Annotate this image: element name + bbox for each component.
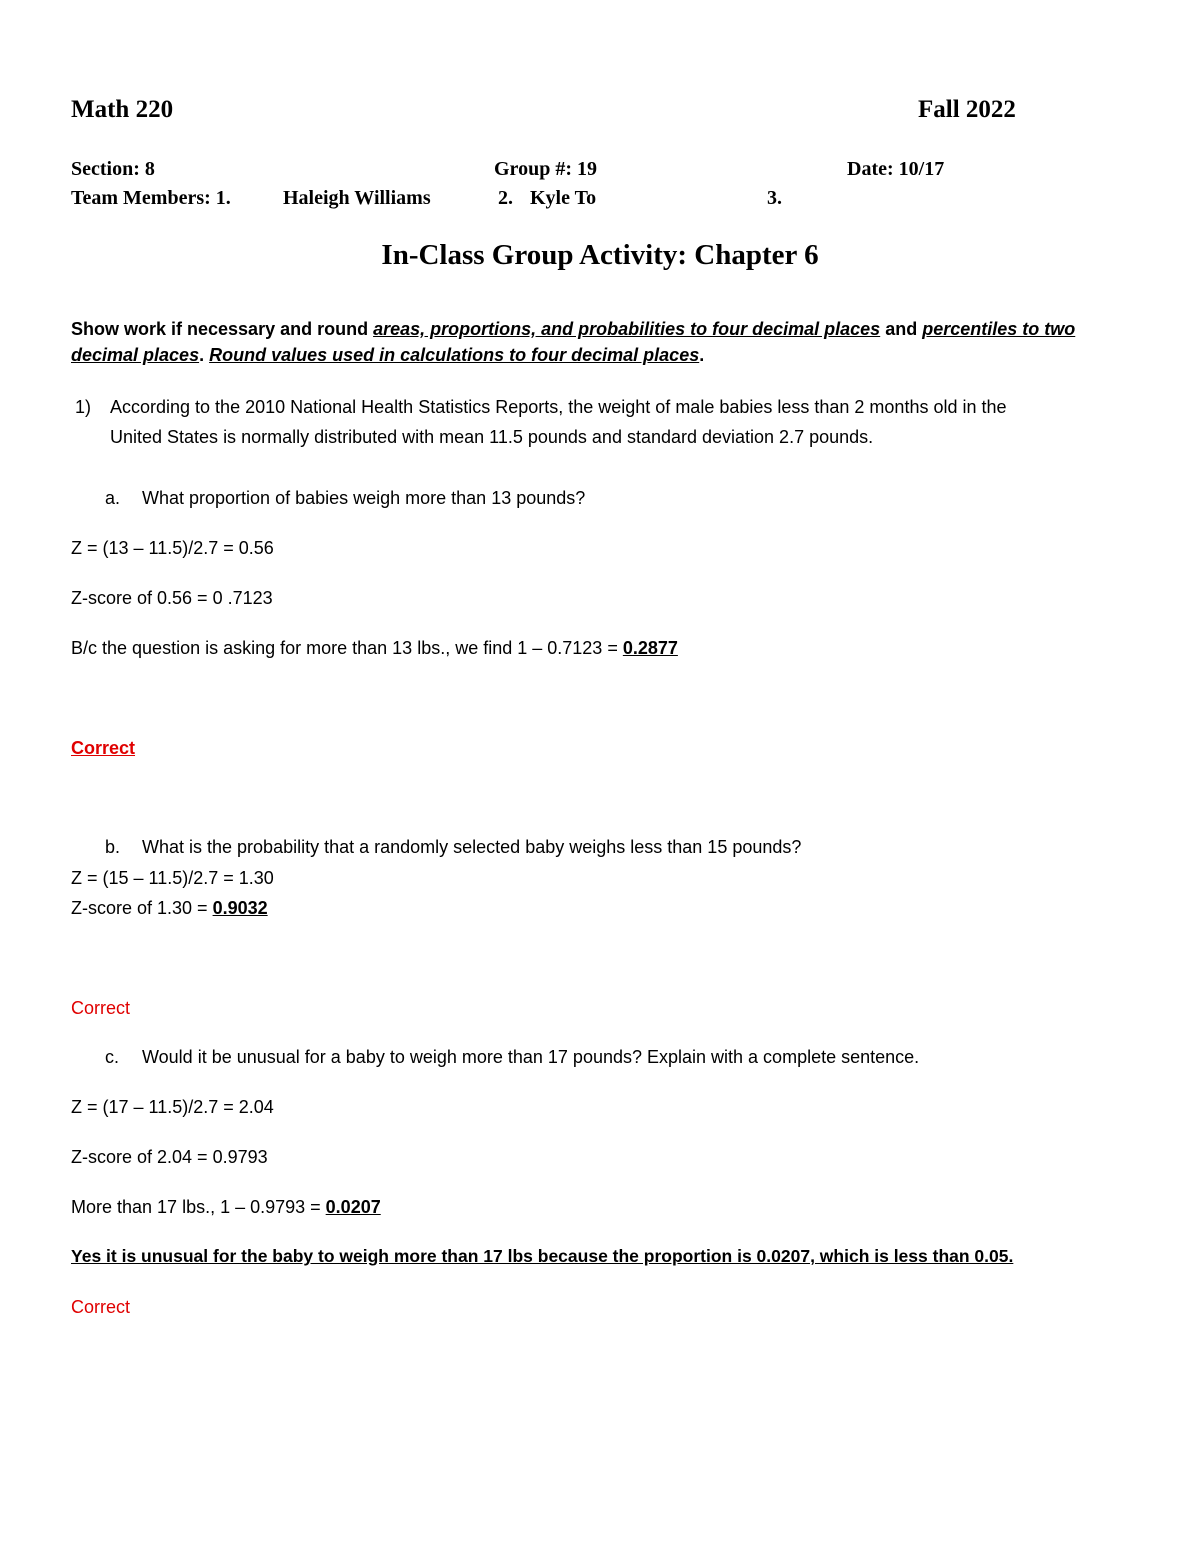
part-b-grade: Correct — [71, 998, 131, 1018]
page-title: In-Class Group Activity: Chapter 6 — [381, 239, 819, 271]
part-c-question: Would it be unusual for a baby to weigh more than 17 pounds? Explain with a complete sentence. — [142, 1047, 920, 1067]
team-member-2-number: 2. — [498, 187, 513, 209]
instructions-rounding-rule-1: areas, proportions, and probabilities to four decimal places — [373, 319, 881, 339]
date: Date: 10/17 — [847, 158, 945, 180]
part-c-conclusion: Yes it is unusual for the baby to weigh more than 17 lbs because the proportion is 0.0207, which is less than 0.05. — [71, 1246, 1014, 1266]
instructions-text-2: and — [880, 319, 923, 339]
instructions-rounding-rule-2: percentiles to two decimal places — [71, 319, 1076, 365]
part-c-work-line-1: Z = (17 – 11.5)/2.7 = 2.04 — [71, 1097, 274, 1117]
team-member-3-number: 3. — [767, 187, 782, 209]
part-c-work-line-2: Z-score of 2.04 = 0.9793 — [71, 1147, 268, 1167]
part-c-work-line-3-text: More than 17 lbs., 1 – 0.9793 = — [71, 1197, 326, 1217]
part-c-answer: 0.0207 — [325, 1197, 381, 1217]
question-1-text-line-1: According to the 2010 National Health Statistics Reports, the weight of male babies less than 2 months old in the — [110, 397, 1007, 417]
part-c-work-line-3 — [71, 1197, 381, 1218]
part-a-answer: 0.2877 — [622, 638, 678, 658]
part-b-question: What is the probability that a randomly selected baby weighs less than 15 pounds? — [142, 837, 802, 857]
question-1-number: 1) — [75, 397, 92, 417]
part-b-work-line-2 — [71, 898, 268, 919]
course-name: Math 220 — [71, 96, 174, 123]
part-a-work-line-3 — [71, 638, 678, 659]
part-a-work-line-1: Z = (13 – 11.5)/2.7 = 0.56 — [71, 538, 274, 558]
question-1-text-line-2: United States is normally distributed with mean 11.5 pounds and standard deviation 2.7 pounds. — [110, 427, 874, 447]
part-b-work-line-2-text: Z-score of 1.30 = — [71, 898, 213, 918]
instructions — [71, 316, 1131, 368]
part-c-label: c. — [105, 1047, 120, 1067]
section-number: Section: 8 — [71, 158, 155, 180]
group-number: Group #: 19 — [494, 158, 597, 180]
term: Fall 2022 — [918, 96, 1016, 123]
part-a-work-line-2: Z-score of 0.56 = 0 .7123 — [71, 588, 273, 608]
instructions-rounding-rule-3: Round values used in calculations to four decimal places — [209, 345, 700, 365]
instructions-text-1: Show work if necessary and round — [71, 319, 374, 339]
part-b-work-line-1: Z = (15 – 11.5)/2.7 = 1.30 — [71, 868, 274, 888]
part-a-label: a. — [105, 488, 121, 508]
part-a-grade: Correct — [71, 738, 136, 758]
part-b-label: b. — [105, 837, 121, 857]
part-a-work-line-3-text: B/c the question is asking for more than 13 lbs., we find 1 – 0.7123 = — [71, 638, 623, 658]
instructions-text-4: . — [699, 345, 705, 365]
part-b-answer: 0.9032 — [212, 898, 268, 918]
part-a-question: What proportion of babies weigh more than 13 pounds? — [142, 488, 586, 508]
instructions-text-3: . — [199, 345, 210, 365]
team-member-2: Kyle To — [530, 187, 597, 209]
part-c-grade: Correct — [71, 1297, 131, 1317]
team-member-1: Haleigh Williams — [283, 187, 431, 209]
team-members-label: Team Members: 1. — [71, 187, 231, 209]
